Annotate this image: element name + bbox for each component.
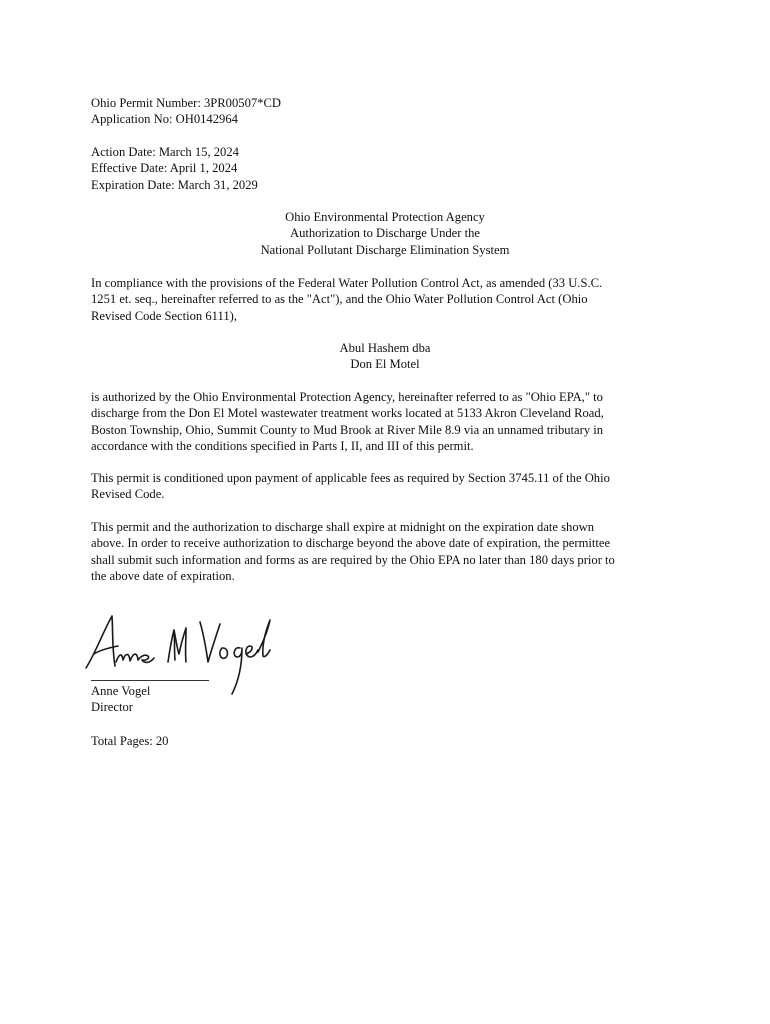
authorization-line-4: accordance with the conditions specified in Parts I, II, and III of this permit. — [91, 439, 474, 454]
agency-title-line-3: National Pollutant Discharge Elimination System — [260, 242, 510, 257]
fees-line-1: This permit is conditioned upon payment of applicable fees as required by Section 3745.11 of the Ohio — [91, 471, 610, 485]
fees-line-2: Revised Code. — [91, 487, 165, 502]
expiry-line-3: shall submit such information and forms as are required by the Ohio EPA no later than 180 days prior to — [91, 552, 615, 567]
expiry-line-4: the above date of expiration. — [91, 569, 235, 584]
permittee — [91, 340, 679, 373]
authorization-line-1: is authorized by the Ohio Environmental Protection Agency, hereinafter referred to as "Ohio EPA," to — [91, 390, 603, 404]
authorization-line-2: discharge from the Don El Motel wastewater treatment works located at 5133 Akron Cleveland Road, — [91, 406, 604, 421]
agency-title-line-2: Authorization to Discharge Under the — [289, 226, 481, 241]
agency-title — [91, 209, 679, 258]
application-number: Application No: OH0142964 — [91, 112, 238, 127]
permittee-business: Don El Motel — [350, 357, 420, 372]
signatory-title: Director — [91, 700, 133, 715]
permit-dates — [91, 144, 681, 193]
compliance-line-3: Revised Code Section 6111), — [91, 308, 237, 323]
expiry-paragraph — [91, 519, 681, 585]
permittee-name: Abul Hashem dba — [339, 341, 431, 355]
expiry-line-2: above. In order to receive authorization to discharge beyond the above date of expiration, the permittee — [91, 536, 611, 551]
action-date: Action Date: March 15, 2024 — [91, 145, 239, 159]
authorization-line-3: Boston Township, Ohio, Summit County to Mud Brook at River Mile 8.9 via an unnamed tributary in — [91, 422, 604, 437]
permit-header — [91, 95, 681, 128]
expiration-date: Expiration Date: March 31, 2029 — [91, 177, 258, 192]
agency-title-line-1: Ohio Environmental Protection Agency — [285, 210, 485, 224]
compliance-line-1: In compliance with the provisions of the Federal Water Pollution Control Act, as amended (33 U.S.C. — [91, 276, 603, 290]
fees-paragraph — [91, 470, 681, 503]
compliance-line-2: 1251 et. seq., hereinafter referred to as the "Act"), and the Ohio Water Pollution Control Act (Ohio — [91, 292, 588, 307]
signature-line — [91, 680, 209, 681]
signatory-name: Anne Vogel — [91, 684, 151, 698]
total-pages: Total Pages: 20 — [91, 734, 169, 748]
signatory-block — [91, 683, 681, 716]
compliance-paragraph — [91, 275, 681, 324]
document-footer — [91, 733, 681, 749]
effective-date: Effective Date: April 1, 2024 — [91, 161, 238, 176]
permit-number: Ohio Permit Number: 3PR00507*CD — [91, 96, 281, 110]
authorization-paragraph — [91, 389, 681, 455]
expiry-line-1: This permit and the authorization to discharge shall expire at midnight on the expiration date shown — [91, 520, 595, 534]
